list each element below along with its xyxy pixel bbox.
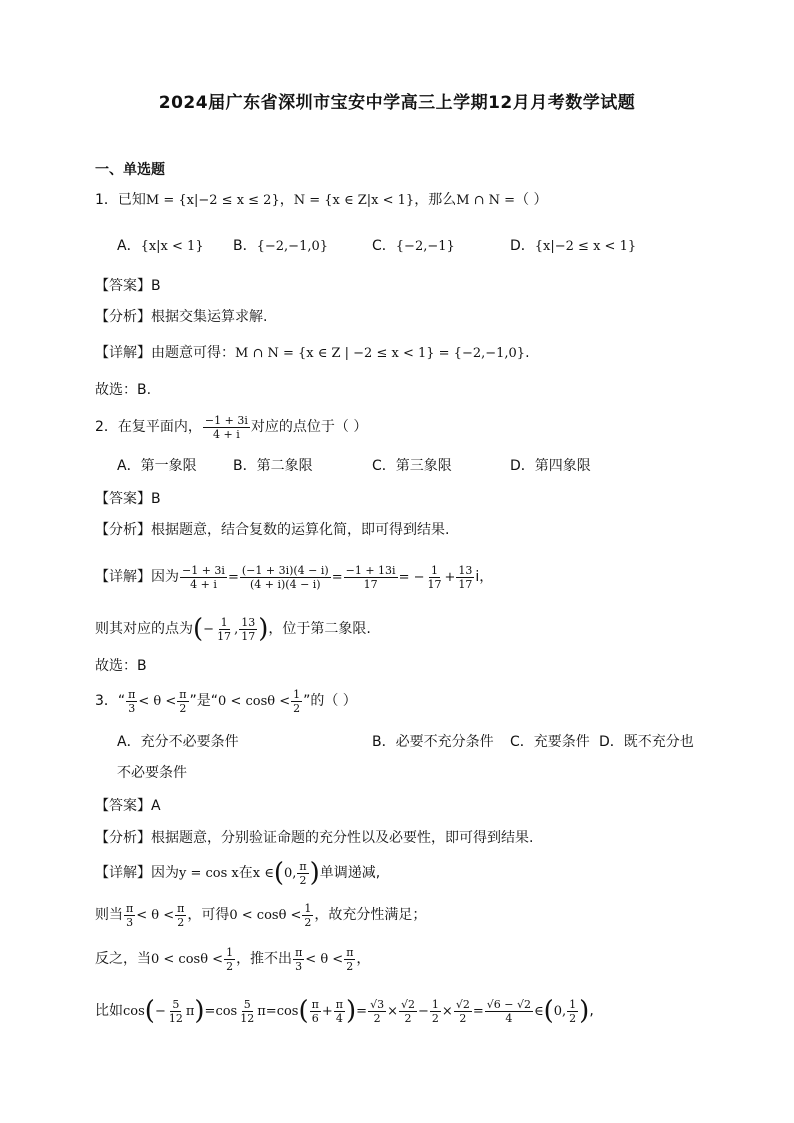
question-1-stem: 1．已知M = {x|−2 ≤ x ≤ 2}，N = {x ∈ Z|x < 1}，那么M ∩ N =（ ） — [95, 192, 548, 208]
q3-answer: 【答案】A — [95, 798, 161, 814]
q1-analysis: 【分析】根据交集运算求解. — [95, 309, 268, 325]
q2-analysis: 【分析】根据题意，结合复数的运算化简，即可得到结果. — [95, 522, 450, 538]
q3-option-c: C．充要条件 — [510, 734, 590, 750]
q2-detail: 【详解】因为 $\frac{-1 + 3i}{4 + i}$ = $\frac{(-1 + 3i)(4 - i)}{(4 + i)(4 - i)}$ = $\frac{-1 + 13i}{17}$ = − $\frac{1}{17}$ + $\frac{13}{17}$ i， — [95, 563, 494, 591]
q2-option-c: C．第三象限 — [372, 458, 452, 474]
q1-option-a: A．{x|x < 1} — [117, 238, 204, 254]
q3-option-d-continued: 不必要条件 — [117, 765, 187, 781]
q1-option-b: B．{−2,−1,0} — [233, 238, 329, 254]
q1-option-c: C．{−2,−1} — [372, 238, 455, 254]
q2-point: 则其对应的点为(− $\frac{1}{17}$ , $\frac{13}{17}$ )，位于第二象限. — [95, 614, 371, 644]
q2-fraction: $\frac{-1 + 3i}{4 + i}$ — [204, 413, 248, 441]
q3-option-a: A．充分不必要条件 — [117, 734, 239, 750]
q2-option-d: D．第四象限 — [510, 458, 591, 474]
q3-analysis: 【分析】根据题意，分别验证命题的充分性以及必要性，即可得到结果. — [95, 830, 534, 846]
question-2-stem: 2．在复平面内， $\frac{-1 + 3i}{4 + i}$ 对应的点位于（ ） — [95, 413, 368, 441]
q3-detail-line1: 【详解】因为y = cos x在x ∈(0, $\frac{\pi}{2}$ )单调递减, — [95, 858, 381, 888]
q2-option-b: B．第二象限 — [233, 458, 313, 474]
q1-choose: 故选：B. — [95, 382, 152, 398]
q2-option-a: A．第一象限 — [117, 458, 197, 474]
question-3-stem: 3．“ $\frac{\pi}{3}$ < θ < $\frac{\pi}{2}$ ”是“0 < cosθ < $\frac{1}{2}$ ”的（ ） — [95, 687, 357, 715]
q2-answer: 【答案】B — [95, 491, 161, 507]
q1-option-d: D．{x|−2 ≤ x < 1} — [510, 238, 637, 254]
q3-detail-line2: 则当 $\frac{\pi}{3}$ < θ < $\frac{\pi}{2}$ ，可得0 < cosθ < $\frac{1}{2}$ ，故充分性满足； — [95, 901, 427, 929]
q1-detail: 【详解】由题意可得：M ∩ N = {x ∈ Z | −2 ≤ x < 1} = {−2,−1,0}. — [95, 345, 530, 361]
page-title: 2024届广东省深圳市宝安中学高三上学期12月月考数学试题 — [158, 93, 636, 113]
q3-option-d: D．既不充分也 — [599, 734, 694, 750]
section-heading: 一、单选题 — [95, 162, 165, 178]
q1-answer: 【答案】B — [95, 278, 161, 294]
q3-option-b: B．必要不充分条件 — [372, 734, 494, 750]
q3-detail-line3: 反之，当0 < cosθ < $\frac{1}{2}$ ，推不出 $\frac{\pi}{3}$ < θ < $\frac{\pi}{2}$ ， — [95, 945, 371, 973]
q3-detail-line4: 比如cos(− $\frac{5}{12}$ π)=cos $\frac{5}{12}$ π=cos( $\frac{\pi}{6}$ + $\frac{\pi}{4}$ )= $\frac{√3}{2}$ × $\frac{√2}{2}$ − $\frac{1}{2}$ × $\frac{√2}{2}$ = $\frac{√6 - √2}{4}$ ∈(0, $\frac{1}{2}$ ), — [95, 996, 594, 1026]
q2-choose: 故选：B — [95, 658, 147, 674]
